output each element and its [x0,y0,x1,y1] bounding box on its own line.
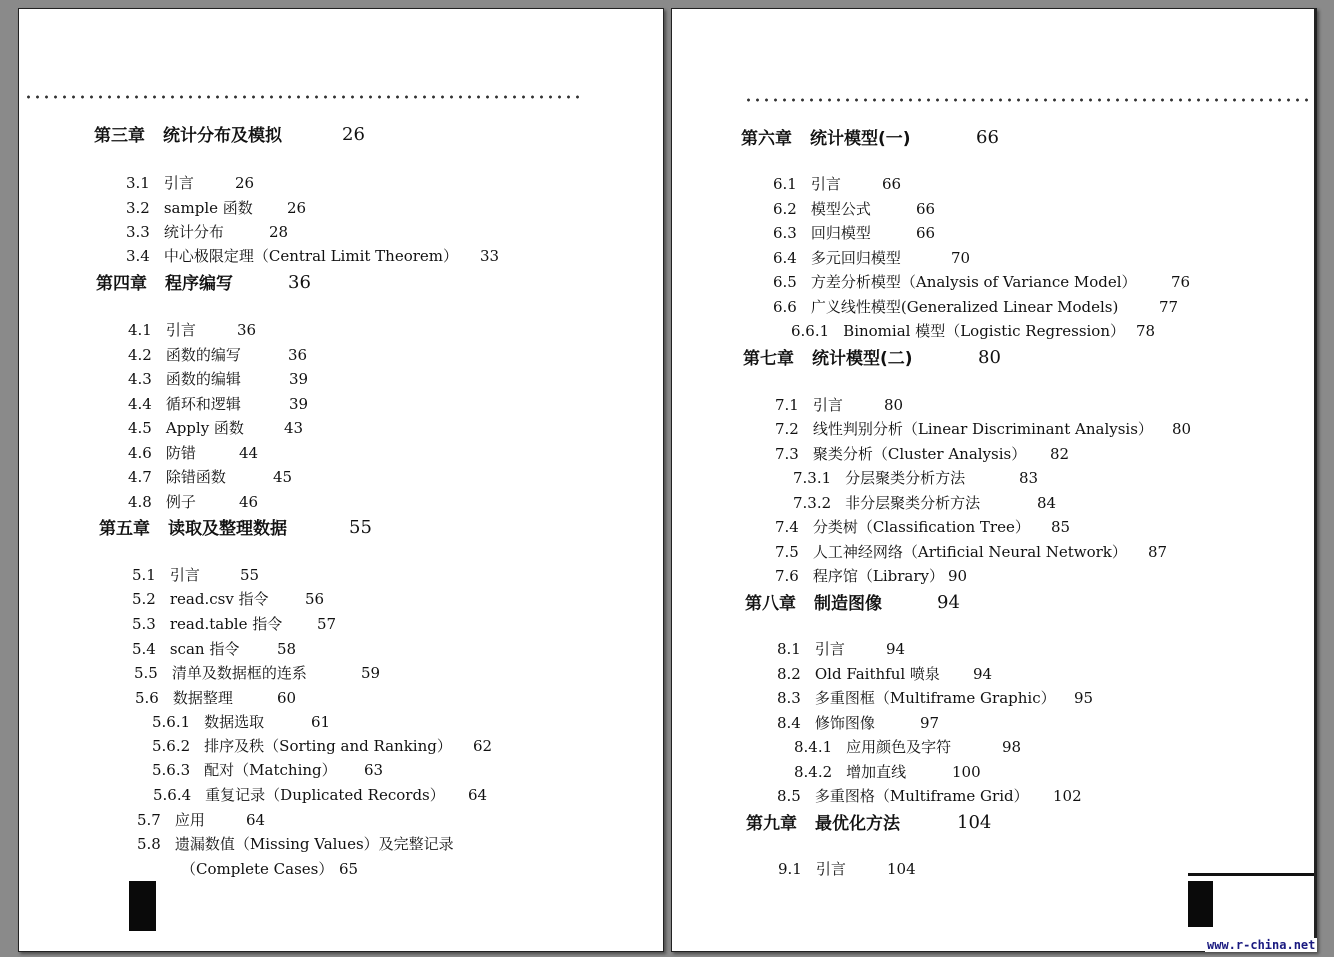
page-number: 44 [239,444,259,462]
page-number: 80 [978,347,1001,368]
toc-section [773,224,936,242]
chapter-number: 第三章 [94,126,145,146]
section-title: 引言 [165,321,196,339]
section-title: 修饰图像 [814,714,875,732]
chapter-title: 制造图像 [814,594,882,614]
section-number: 8.1 [777,640,801,658]
section-number: 7.6 [775,567,799,585]
section-title: Old Faithful 喷泉 [814,665,940,683]
toc-section [128,346,308,364]
subsection-title: 非分层聚类分析方法 [845,494,981,512]
page-number: 64 [246,811,266,829]
page-number: 59 [361,664,381,682]
page-number: 98 [1002,738,1022,756]
subsection-number: 5.6.1 [152,713,191,731]
section-number: 4.3 [128,370,152,388]
toc-chapter [741,127,999,149]
chapter-number: 第八章 [745,594,796,614]
toc-subsection [793,494,1057,512]
toc-subsection [791,322,1156,340]
page-number: 66 [916,224,936,242]
section-number: 5.1 [132,566,156,584]
page-number: 28 [269,223,289,241]
toc-section [126,174,255,192]
toc-subsection [152,713,331,731]
page-number: 95 [1074,689,1094,707]
toc-section [128,493,259,511]
subsection-title: Binomial 模型（Logistic Regression） [843,322,1126,340]
section-title: 函数的编写 [165,346,241,364]
section-number: 6.2 [773,200,797,218]
section-number: 9.1 [778,860,802,878]
section-title: 分类树（Classification Tree） [812,518,1030,536]
section-title: 引言 [169,566,200,584]
page-number: 84 [1037,494,1057,512]
page-number: 45 [273,468,293,486]
chapter-title: 统计模型(一) [810,129,911,149]
toc-chapter [99,517,372,539]
section-title: 多元回归模型 [810,249,901,267]
section-number: 7.2 [775,420,799,438]
section-number: 8.3 [777,689,801,707]
toc-section [773,249,971,267]
section-number: 4.2 [128,346,152,364]
page-number: 36 [237,321,257,339]
section-number: 3.1 [126,174,150,192]
section-title: 引言 [163,174,194,192]
section-number: 7.1 [775,396,799,414]
section-number: 8.2 [777,665,801,683]
section-title: 引言 [810,175,841,193]
section-number: 5.7 [137,811,161,829]
page-number: 33 [480,247,500,265]
page-number: 60 [277,689,297,707]
scan-black-mark [129,881,156,931]
toc-section [128,395,309,413]
page-number: 43 [284,419,304,437]
section-number: 5.6 [135,689,159,707]
section-title: 回归模型 [810,224,871,242]
continuation-title: （Complete Cases） [181,860,334,878]
section-number: 6.5 [773,273,797,291]
scan-black-mark [1188,881,1213,927]
section-number: 5.5 [134,664,158,682]
page-number: 80 [1172,420,1192,438]
subsection-title: 配对（Matching） [204,761,337,779]
page-number: 55 [349,517,372,538]
toc-section [773,273,1191,291]
section-number: 5.2 [132,590,156,608]
toc-section [126,247,500,265]
page-number: 87 [1148,543,1168,561]
watermark-text: www.r-china.net [1207,938,1316,952]
page-number: 39 [289,395,309,413]
section-title: 方差分析模型（Analysis of Variance Model） [810,273,1137,291]
section-title: 程序馆（Library） [812,567,944,585]
chapter-number: 第四章 [96,274,147,294]
page-number: 97 [920,714,940,732]
page-number: 36 [288,346,308,364]
toc-section [775,518,1071,536]
subsection-number: 7.3.2 [793,494,832,512]
page-number: 76 [1171,273,1191,291]
section-number: 7.5 [775,543,799,561]
section-number: 6.4 [773,249,797,267]
toc-subsection [152,737,493,755]
section-title: 遗漏数值（Missing Values）及完整记录 [174,835,454,853]
section-title: 引言 [814,640,845,658]
toc-section [126,199,307,217]
section-title: 清单及数据框的连系 [171,664,307,682]
page-number: 36 [288,272,311,293]
page-number: 85 [1051,518,1071,536]
subsection-number: 8.4.1 [794,738,833,756]
section-number: 4.1 [128,321,152,339]
section-number: 4.8 [128,493,152,511]
chapter-title: 统计模型(二) [812,349,913,369]
section-title: 应用 [174,811,205,829]
page-number: 64 [468,786,488,804]
toc-section [773,298,1179,316]
toc-subsection [152,761,384,779]
section-number: 7.3 [775,445,799,463]
toc-subsection [153,786,488,804]
section-number: 6.6 [773,298,797,316]
toc-subsection [794,763,981,781]
section-number: 5.4 [132,640,156,658]
toc-section [132,590,325,608]
page-number: 90 [948,567,968,585]
toc-section [777,640,906,658]
toc-section [134,664,381,682]
subsection-number: 5.6.2 [152,737,191,755]
toc-section [778,860,916,878]
toc-section [128,468,293,486]
page-number: 26 [287,199,307,217]
toc-section [128,370,309,388]
toc-section [773,200,936,218]
toc-section [777,787,1082,805]
right-page [671,8,1317,952]
section-number: 5.3 [132,615,156,633]
scan-edge-line [1188,873,1317,876]
page-number: 66 [882,175,902,193]
toc-section [128,419,304,437]
section-title: 例子 [165,493,196,511]
subsection-title: 数据选取 [204,713,265,731]
section-title: 广义线性模型(Generalized Linear Models) [810,298,1119,316]
chapter-title: 统计分布及模拟 [163,126,282,146]
section-title: 函数的编辑 [165,370,241,388]
toc-section [126,223,289,241]
toc-section [775,420,1192,438]
section-title: 多重图格（Multiframe Grid） [814,787,1029,805]
section-number: 5.8 [137,835,161,853]
section-number: 8.5 [777,787,801,805]
chapter-number: 第六章 [741,129,792,149]
toc-section [128,444,259,462]
left-page [18,8,664,952]
page-number: 66 [976,127,999,148]
subsection-number: 5.6.3 [152,761,191,779]
section-title: 循环和逻辑 [165,395,241,413]
toc-section [137,811,266,829]
chapter-title: 读取及整理数据 [168,519,287,539]
section-title: read.csv 指令 [169,590,269,608]
section-title: 线性判别分析（Linear Discriminant Analysis） [812,420,1153,438]
subsection-number: 5.6.4 [153,786,192,804]
section-number: 4.6 [128,444,152,462]
page-number: 70 [951,249,971,267]
page-number: 63 [364,761,384,779]
section-title: Apply 函数 [165,419,244,437]
header-dotted-rule [744,98,1310,102]
toc-chapter [745,592,960,614]
page-number: 46 [239,493,259,511]
section-title: 统计分布 [163,223,224,241]
page-number: 26 [235,174,255,192]
section-number: 3.3 [126,223,150,241]
toc-section [775,567,968,585]
page-number: 104 [957,812,992,833]
chapter-number: 第七章 [743,349,794,369]
section-title: 中心极限定理（Central Limit Theorem） [163,247,459,265]
toc-continuation [181,860,359,878]
section-number: 3.4 [126,247,150,265]
section-number: 7.4 [775,518,799,536]
toc-section [775,543,1168,561]
page-number: 57 [317,615,337,633]
chapter-number: 第五章 [99,519,150,539]
section-title: 多重图框（Multiframe Graphic） [814,689,1056,707]
page-number: 82 [1050,445,1070,463]
section-title: 人工神经网络（Artificial Neural Network） [812,543,1127,561]
toc-subsection [793,469,1039,487]
page-number: 66 [916,200,936,218]
page-number: 102 [1053,787,1082,805]
page-number: 83 [1019,469,1039,487]
page-number: 65 [339,860,359,878]
subsection-title: 应用颜色及字符 [846,738,952,756]
section-title: 引言 [812,396,843,414]
subsection-title: 分层聚类分析方法 [845,469,966,487]
page-number: 94 [973,665,993,683]
section-title: read.table 指令 [169,615,283,633]
subsection-number: 6.6.1 [791,322,830,340]
page-number: 77 [1159,298,1179,316]
chapter-number: 第九章 [746,814,797,834]
section-number: 4.5 [128,419,152,437]
toc-section [128,321,257,339]
section-title: 除错函数 [165,468,226,486]
page-number: 39 [289,370,309,388]
section-title: 防错 [165,444,196,462]
section-number: 4.7 [128,468,152,486]
page-number: 62 [473,737,493,755]
subsection-number: 8.4.2 [794,763,833,781]
page-number: 55 [240,566,260,584]
toc-chapter [94,124,365,146]
toc-section [777,714,940,732]
header-dotted-rule [24,95,584,99]
toc-section [777,689,1094,707]
section-title: 模型公式 [810,200,871,218]
section-title: 聚类分析（Cluster Analysis） [812,445,1027,463]
toc-section [777,665,993,683]
section-title: 引言 [815,860,846,878]
section-number: 6.3 [773,224,797,242]
section-number: 3.2 [126,199,150,217]
section-number: 8.4 [777,714,801,732]
toc-chapter [96,272,311,294]
page-number: 94 [886,640,906,658]
section-title: scan 指令 [169,640,240,658]
subsection-title: 增加直线 [846,763,907,781]
toc-section [775,445,1070,463]
toc-section [775,396,904,414]
toc-chapter [746,812,992,834]
page-number: 58 [277,640,297,658]
section-title: 数据整理 [172,689,233,707]
page-number: 26 [342,124,365,145]
toc-subsection [794,738,1022,756]
page-number: 100 [952,763,981,781]
page-number: 56 [305,590,325,608]
chapter-title: 最优化方法 [815,814,900,834]
section-number: 6.1 [773,175,797,193]
page-number: 80 [884,396,904,414]
subsection-title: 重复记录（Duplicated Records） [205,786,445,804]
toc-section [137,835,454,853]
subsection-title: 排序及秩（Sorting and Ranking） [204,737,452,755]
toc-chapter [743,347,1001,369]
toc-section [132,566,260,584]
toc-section [132,615,337,633]
chapter-title: 程序编写 [165,274,233,294]
toc-section [135,689,297,707]
subsection-number: 7.3.1 [793,469,832,487]
page-number: 61 [311,713,331,731]
page-number: 94 [937,592,960,613]
toc-section [132,640,297,658]
toc-section [773,175,902,193]
section-number: 4.4 [128,395,152,413]
page-number: 104 [887,860,916,878]
page-number: 78 [1136,322,1156,340]
section-title: sample 函数 [163,199,253,217]
